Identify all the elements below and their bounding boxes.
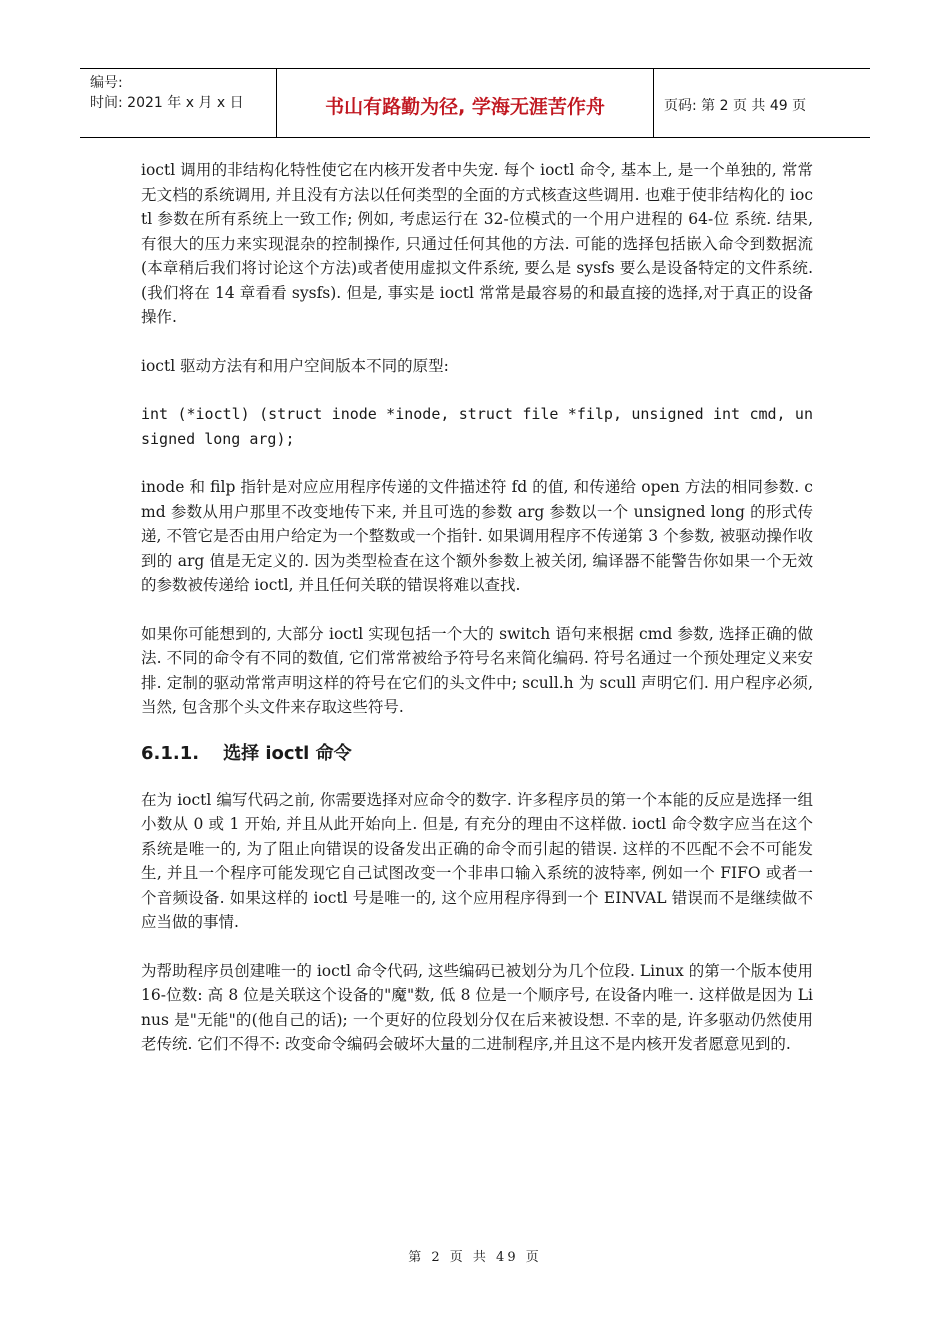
section-title: 选择 ioctl 命令 (223, 742, 352, 764)
document-number-label: 编号: (90, 75, 123, 91)
paragraph: ioctl 调用的非结构化特性使它在内核开发者中失宠. 每个 ioctl 命令, 基本上, 是一个单独的, 常常无文档的系统调用, 并且没有方法以任何类型的全面的方式核查这些调用. 也难于使非结构化的 ioctl 参数在所有系统上一致工作; 例如, 考虑运行在 32-位模式的一个用户进程的 64-位 系统. 结果, 有很大的压力来实现混杂的控制操作, 只通过任何其他的方法. 可能的选择包括嵌入命令到数据流(本章稍后我们将讨论这个方法)或者使用虚拟文件系统, 要么是 sysfs 要么是设备特定的文件系统. (我们将在 14 章看看 sysfs). 但是, 事实是 ioctl 常常是最容易的和最直接的选择,对于真正的设备操作. (141, 161, 813, 326)
paragraph: inode 和 filp 指针是对应应用程序传递的文件描述符 fd 的值, 和传递给 open 方法的相同参数. cmd 参数从用户那里不改变地传下来, 并且可选的参数 arg 参数以一个 unsigned long 的形式传递, 不管它是否由用户给定为一个整数或一个指针. 如果调用程序不传递第 3 个参数, 被驱动操作收到的 arg 值是无定义的. 因为类型检查在这个额外参数上被关闭, 编译器不能警告你如果一个无效的参数被传递给 ioctl, 并且任何关联的错误将难以查找. (141, 478, 813, 594)
paragraph: 在为 ioctl 编写代码之前, 你需要选择对应命令的数字. 许多程序员的第一个本能的反应是选择一组小数从 0 或 1 开始, 并且从此开始向上. 但是, 有充分的理由不这样做. ioctl 命令数字应当在这个系统是唯一的, 为了阻止向错误的设备发出正确的命令而引起的错误. 这样的不匹配不会不可能发生, 并且一个程序可能发现它自己试图改变一个非串口输入系统的波特率, 例如一个 FIFO 或者一个音频设备. 如果这样的 ioctl 号是唯一的, 这个应用程序得到一个 EINVAL 错误而不是继续做不应当做的事情. (141, 790, 813, 931)
document-body (141, 158, 813, 1081)
paragraph: ioctl 驱动方法有和用户空间版本不同的原型: (141, 356, 449, 375)
page-header (80, 68, 870, 138)
page-footer: 第 2 页 共 49 页 (408, 1250, 542, 1265)
header-motto: 书山有路勤为径, 学海无涯苦作舟 (277, 69, 654, 137)
section-heading (141, 740, 813, 768)
header-left-cell (80, 69, 277, 137)
paragraph: 如果你可能想到的, 大部分 ioctl 实现包括一个大的 switch 语句来根据 cmd 参数, 选择正确的做法. 不同的命令有不同的数值, 它们常常被给予符号名来简化编码. 符号名通过一个预处理定义来安排. 定制的驱动常常声明这样的符号在它们的头文件中; scull.h 为 scull 声明它们. 用户程序必须, 当然, 包含那个头文件来存取这些符号. (141, 624, 813, 716)
section-number: 6.1.1. (141, 742, 200, 764)
document-time-label: 时间: 2021 年 x 月 x 日 (90, 95, 244, 111)
code-prototype: int (*ioctl) (struct inode *inode, struct file *filp, unsigned int cmd, unsigned long arg); (141, 405, 813, 448)
paragraph: 为帮助程序员创建唯一的 ioctl 命令代码, 这些编码已被划分为几个位段. Linux 的第一个版本使用 16-位数: 高 8 位是关联这个设备的"魔"数, 低 8 位是一个顺序号, 在设备内唯一. 这样做是因为 Linus 是"无能"的(他自己的话); 一个更好的位段划分仅在后来被设想. 不幸的是, 许多驱动仍然使用老传统. 它们不得不: 改变命令编码会破坏大量的二进制程序,并且这不是内核开发者愿意见到的. (141, 961, 813, 1053)
header-page-info: 页码: 第 2 页 共 49 页 (664, 98, 807, 114)
